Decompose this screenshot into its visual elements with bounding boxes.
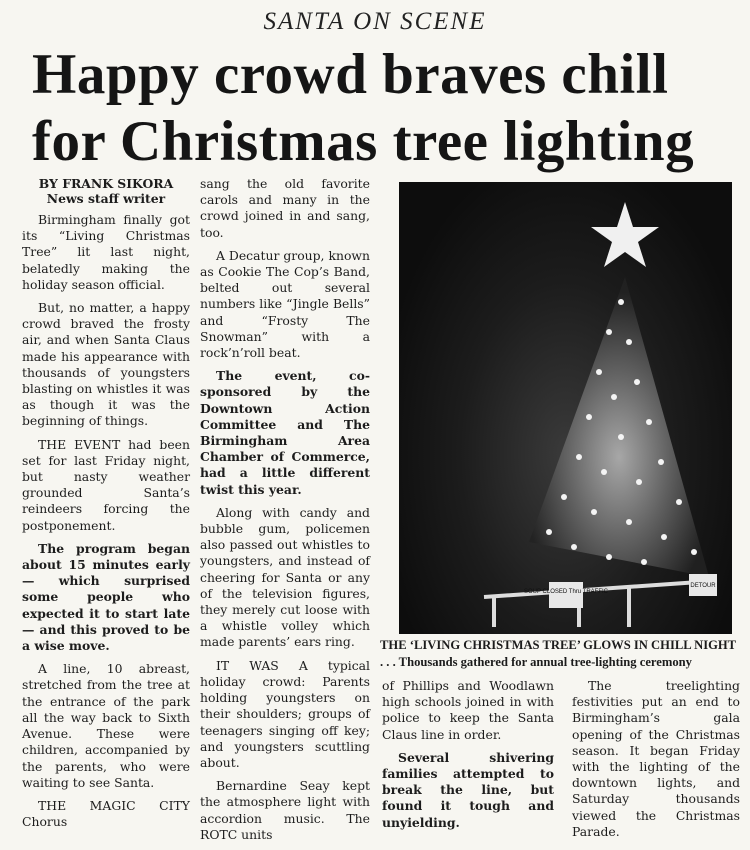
- sign-left: [549, 582, 583, 608]
- byline-role: News staff writer: [46, 191, 166, 206]
- paragraph: Several shivering families attempted to break the line, but found it tough and unyielding.: [382, 749, 554, 830]
- article-column-4: [572, 678, 740, 847]
- paragraph: of Phillips and Woodlawn high schools joined in with police to keep the Santa Claus line in order.: [382, 678, 554, 742]
- sign-left-text: SOUP CLOSED Thru TRAFFIC: [523, 589, 609, 595]
- paragraph: Bernardine Seay kept the atmosphere light with accordion music. The ROTC units: [200, 778, 370, 842]
- star-icon: [591, 202, 659, 267]
- byline-name: BY FRANK SIKORA: [38, 176, 174, 191]
- paragraph: THE MAGIC CITY Chorus: [22, 797, 190, 830]
- paragraph: The event, co-sponsored by the Downtown Action Committee and The Birmingham Area Chamber of Commerce, had a little different twist this year.: [200, 368, 370, 497]
- paragraph: IT WAS A typical holiday crowd: Parents holding youngsters on their shoulders; groups of teenagers singing off key; and youngsters scuttling about.: [200, 657, 370, 770]
- paragraph: The program began about 15 minutes early — which surprised some people who expected it to start late — and this proved to be a wise move.: [22, 540, 190, 654]
- paragraph: Birmingham finally got its “Living Christmas Tree” lit last night, belatedly making the holiday season official.: [22, 212, 190, 292]
- headline-line-1: Happy crowd braves chill: [32, 43, 669, 106]
- paragraph: sang the old favorite carols and many in the crowd joined in and sang, too.: [200, 176, 370, 240]
- paragraph: But, no matter, a happy crowd braved the frosty air, and when Santa Claus made his appearance with thousands of youngsters blasting on whistles it was as though it was the beginning of things.: [22, 300, 190, 429]
- sign-right-text: DETOUR: [690, 583, 716, 589]
- paragraph: A Decatur group, known as Cookie The Cop’s Band, belted out several numbers like “Jingle Bells” and “Frosty The Snowman” with a rock’n’roll beat.: [200, 247, 370, 361]
- kicker: SANTA ON SCENE: [263, 8, 487, 35]
- paragraph: THE EVENT had been set for last Friday night, but nasty weather grounded Santa’s reindeers forcing the postponement.: [22, 436, 190, 533]
- article-column-1: [22, 176, 190, 837]
- tree-shape: [529, 277, 709, 577]
- tree-illustration: [399, 182, 732, 634]
- paragraph: Along with candy and bubble gum, policemen also passed out whistles to youngsters, and instead of cheering for Santa or any of the television figures, they merely cut loose with a whistle volley which made parents’ ears ring.: [200, 504, 370, 650]
- headline-line-2: for Christmas tree lighting: [32, 110, 695, 173]
- paragraph: The treelighting festivities put an end to Birmingham’s gala opening of the Christmas season. It began Friday with the lighting of the downtown lights, and Saturday thousands viewed the Christmas Parade.: [572, 678, 740, 839]
- paragraph: A line, 10 abreast, stretched from the tree at the entrance of the park all the way back to Sixth Avenue. These were children, accompanied by the parents, who were waiting to see Santa.: [22, 661, 190, 790]
- article-column-2: [200, 176, 370, 850]
- photo-caption-title: THE ‘LIVING CHRISTMAS TREE’ GLOWS IN CHILL NIGHT: [380, 638, 737, 652]
- article-column-3: [382, 678, 554, 838]
- photo-caption-body: . . . Thousands gathered for annual tree-lighting ceremony: [380, 655, 692, 669]
- christmas-tree-photo: [399, 182, 732, 634]
